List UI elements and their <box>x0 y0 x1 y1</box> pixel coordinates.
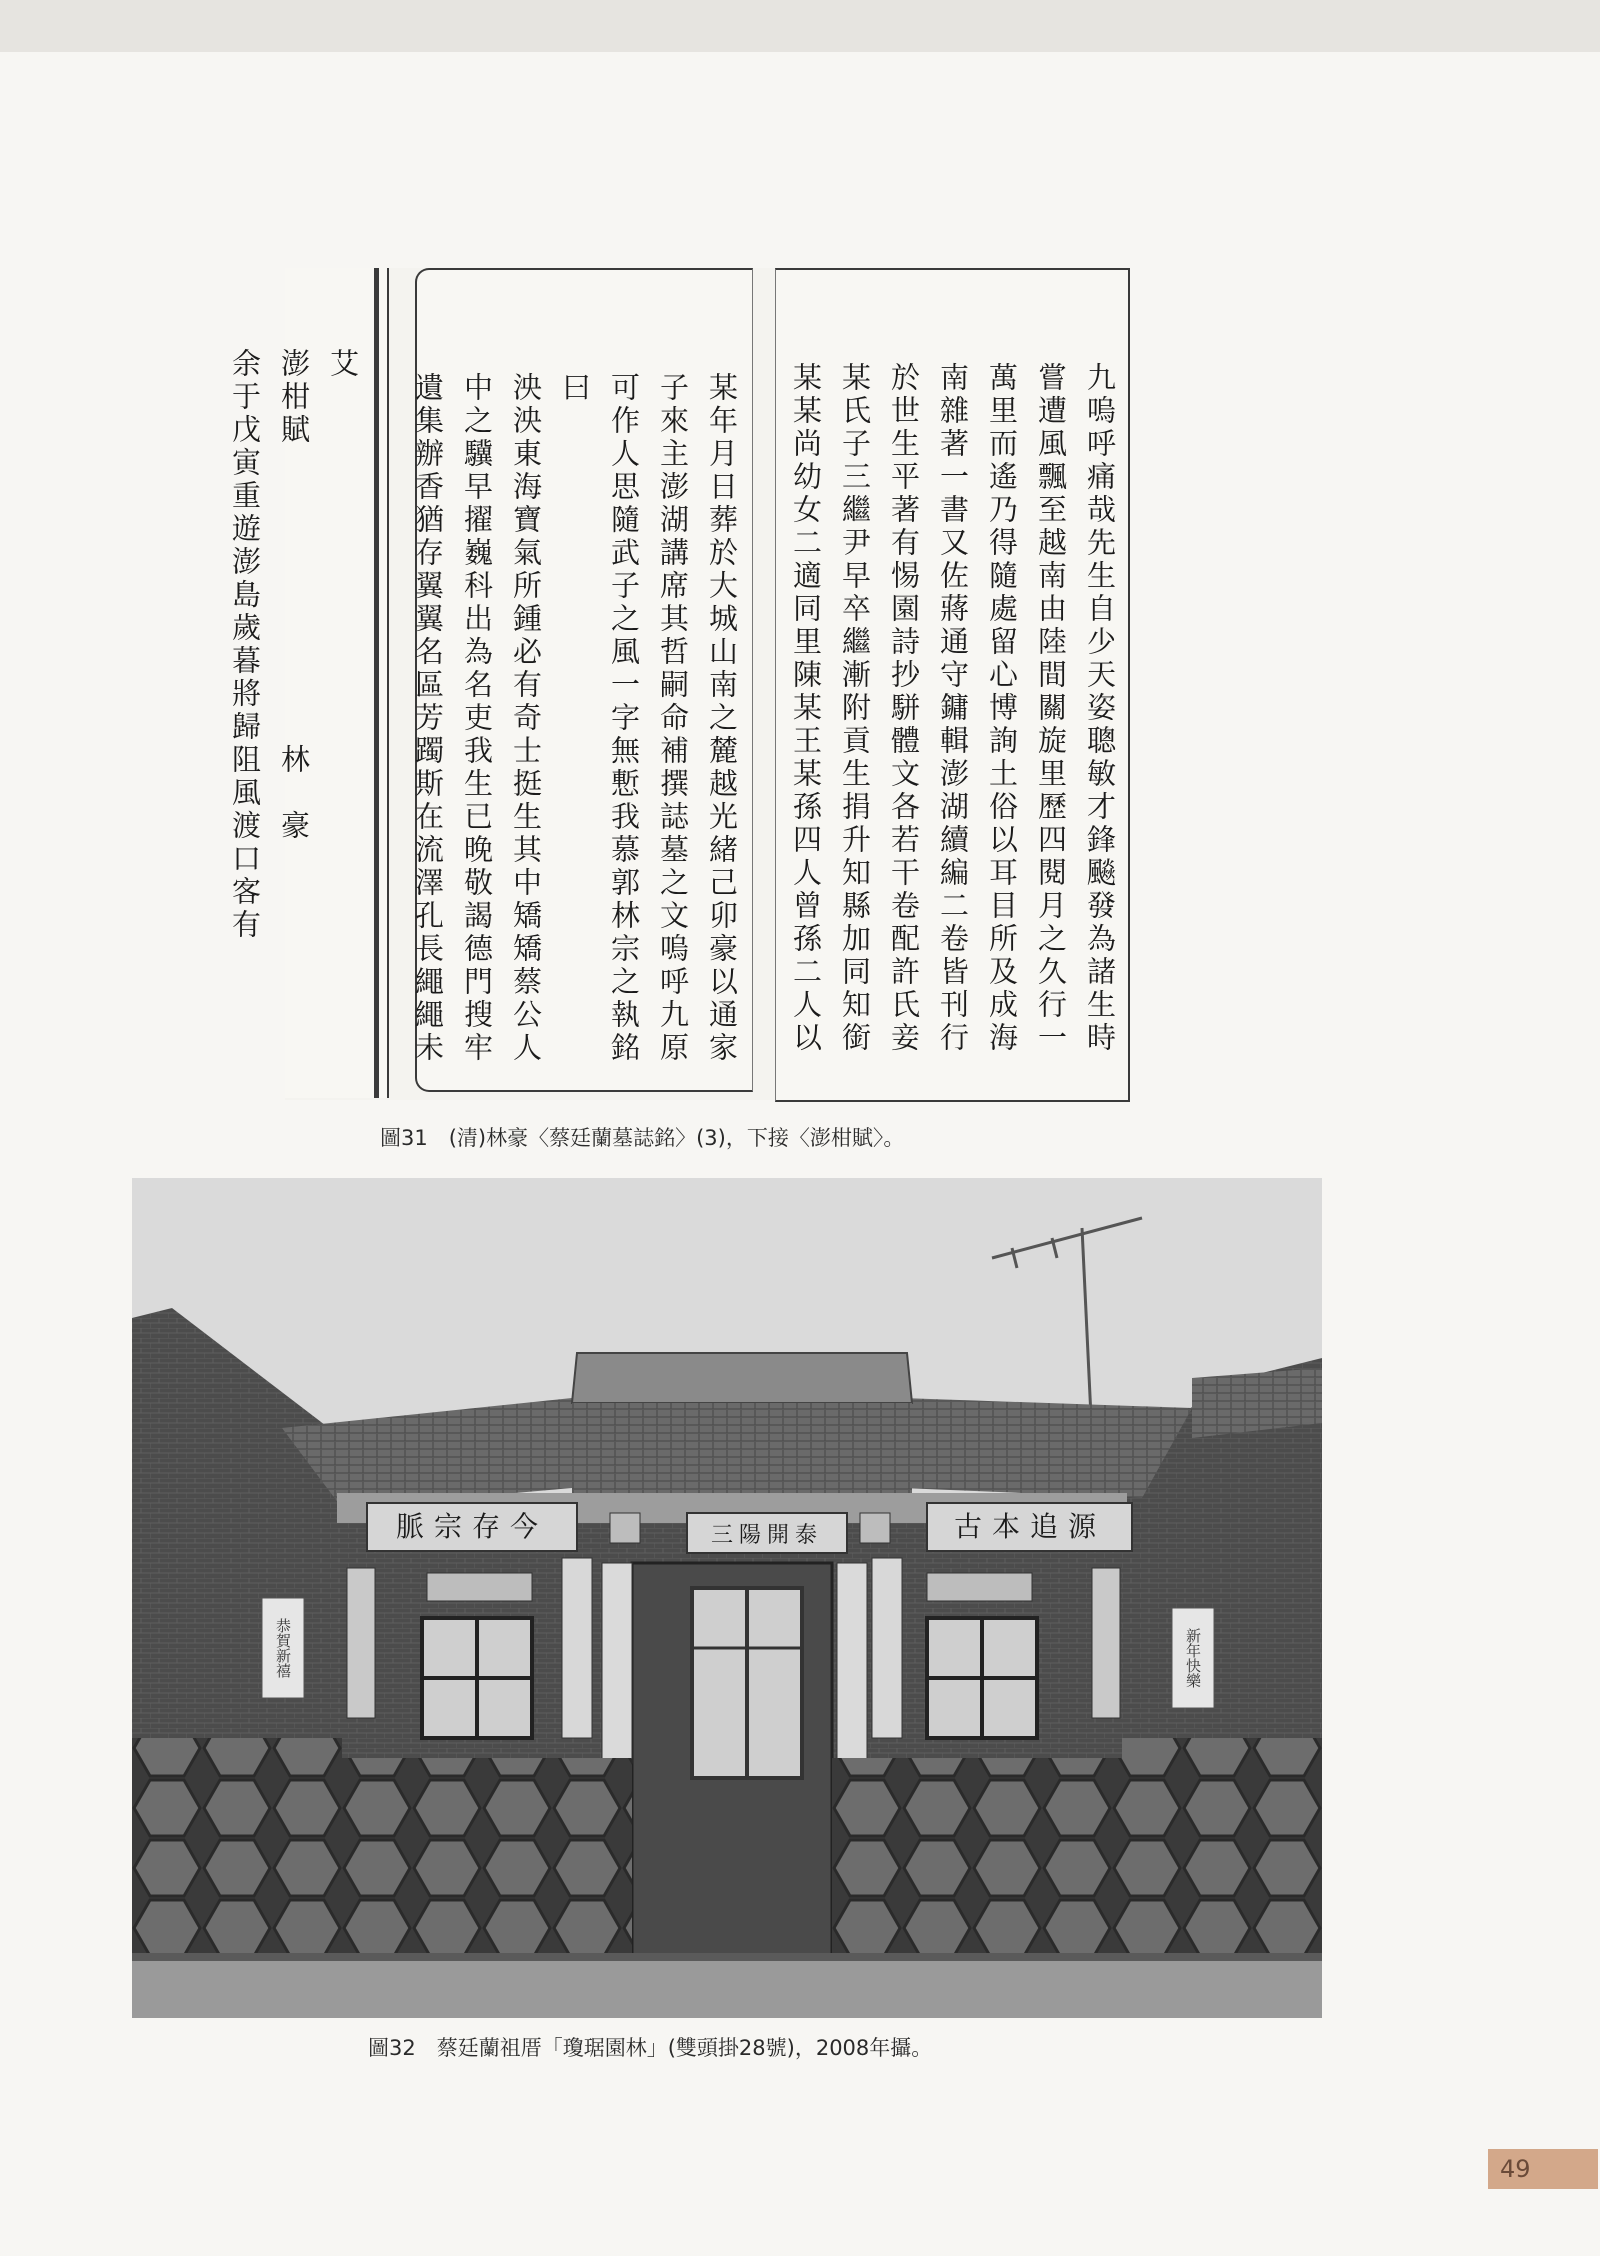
right-stone-wall <box>832 1758 1122 1958</box>
manuscript-column: 某氏子三繼尹早卒繼漸附貢生捐升知縣加同知銜 <box>838 362 872 1055</box>
manuscript-column: 可作人思隨武子之風一字無慙我慕郭林宗之執銘 <box>607 372 641 1065</box>
scan-top-band <box>0 0 1600 52</box>
manuscript-column: 於世生平著有惕園詩抄駢體文各若干卷配許氏妾 <box>887 362 921 1055</box>
manuscript-right-page <box>775 268 1130 1102</box>
manuscript-right-text <box>781 362 1124 1192</box>
left-window <box>422 1618 532 1738</box>
left-greeting-text: 恭賀新禧 <box>274 1618 292 1678</box>
right-outer-couplet <box>872 1558 902 1738</box>
left-outer-couplet <box>562 1558 592 1738</box>
right-window <box>927 1618 1037 1738</box>
manuscript-column: 萬里而遙乃得隨處留心博詢土俗以耳目所及成海 <box>985 362 1019 1055</box>
far-left-stone-wall <box>132 1738 342 1958</box>
manuscript-column: 某年月日葬於大城山南之麓越光緒己卯豪以通家 <box>705 372 739 1065</box>
far-right-stone-wall <box>1122 1738 1322 1958</box>
page-number: 49 <box>1488 2149 1598 2189</box>
right-side-board <box>1092 1568 1120 1718</box>
ancestral-house-photo <box>132 1178 1322 2018</box>
manuscript-column: 南雜著一書又佐蔣通守鏞輯澎湖續編二卷皆刊行 <box>936 362 970 1055</box>
manuscript-column: 某某尚幼女二適同里陳某王某孫四人曾孫二人以 <box>789 362 823 1055</box>
right-decor-tile <box>860 1513 890 1543</box>
figure-31-manuscript <box>228 268 1130 1100</box>
manuscript-column: 泱泱東海寶氣所鍾必有奇士挺生其中矯矯蔡公人 <box>509 372 543 1065</box>
manuscript-middle-page <box>411 268 753 1092</box>
right-roof <box>902 1398 1192 1498</box>
central-roof <box>572 1403 912 1493</box>
manuscript-left-page <box>228 268 389 1098</box>
figure-31-caption: 圖31 (清)林豪〈蔡廷蘭墓誌銘〉(3)，下接〈澎柑賦〉。 <box>380 1126 905 1150</box>
manuscript-middle-text <box>403 372 746 1192</box>
manuscript-left-text <box>220 348 367 1178</box>
figure-32-photo <box>132 1178 1322 2018</box>
figure-32-caption: 圖32 蔡廷蘭祖厝「瓊琚園林」(雙頭掛28號)，2008年攝。 <box>368 2036 933 2060</box>
central-gable <box>572 1353 912 1403</box>
manuscript-column: 遺集辦香猶存翼翼名區芳躅斯在流澤孔長繩繩未 <box>411 372 445 1065</box>
left-decor-tile <box>610 1513 640 1543</box>
manuscript-column: 澎柑賦 林 豪 <box>277 348 311 843</box>
left-window-lintel <box>427 1573 532 1601</box>
manuscript-column: 余于戊寅重遊澎島歲暮將歸阻風渡口客有 <box>228 348 262 942</box>
right-greeting-text: 新年快樂 <box>1184 1628 1202 1688</box>
left-side-board <box>347 1568 375 1718</box>
ground <box>132 1958 1322 2018</box>
left-stone-wall <box>342 1758 632 1958</box>
manuscript-column: 子來主澎湖講席其哲嗣命補撰誌墓之文嗚呼九原 <box>656 372 690 1065</box>
center-plaque-text: 三陽開泰 <box>710 1523 824 1548</box>
left-couplet <box>602 1563 632 1763</box>
manuscript-column: 嘗遭風飄至越南由陸間關旋里歷四閱月之久行一 <box>1034 362 1068 1055</box>
manuscript-column: 艾 <box>326 348 360 381</box>
manuscript-column: 九嗚呼痛哉先生自少天姿聰敏才鋒飈發為諸生時 <box>1083 362 1117 1055</box>
right-plaque-text: 古本追源 <box>953 1510 1107 1543</box>
right-window-lintel <box>927 1573 1032 1601</box>
manuscript-column: 曰 <box>558 372 592 405</box>
manuscript-column: 中之驥早擢巍科出為名吏我生已晚敬謁德門搜牢 <box>460 372 494 1065</box>
right-couplet <box>837 1563 867 1763</box>
left-plaque-text: 脈宗存今 <box>395 1510 549 1543</box>
